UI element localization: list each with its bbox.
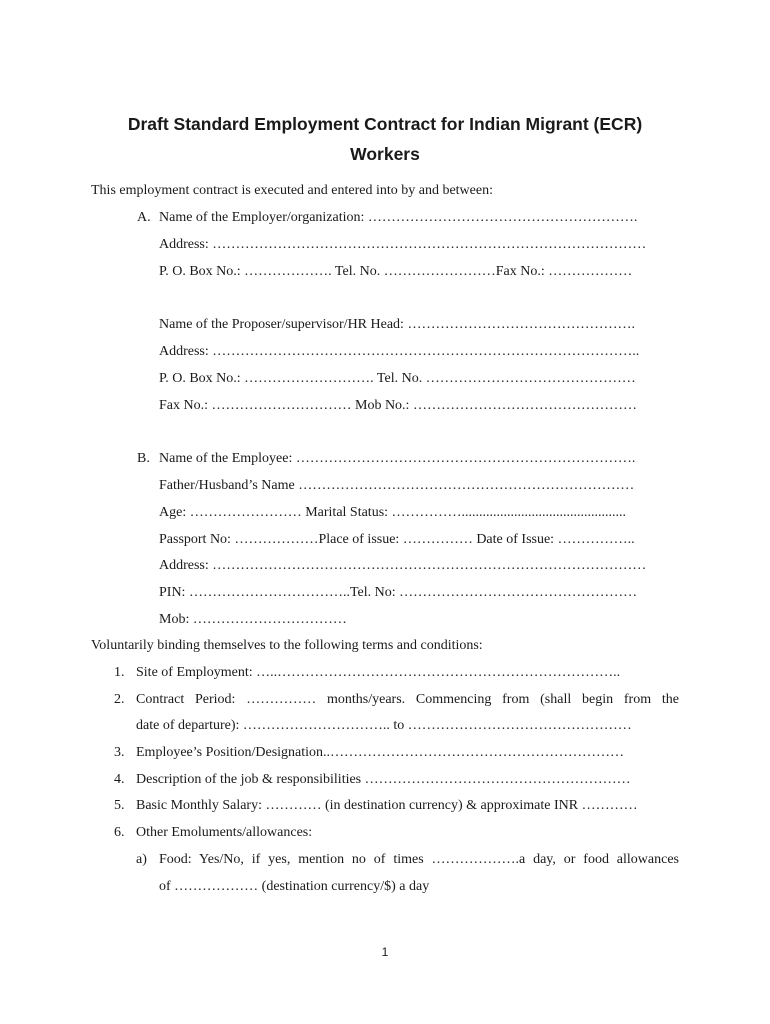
term-site-of-employment: Site of Employment: …..……………………………………………………………….. [136, 665, 621, 680]
term-other-emoluments: Other Emoluments/allowances: [136, 825, 313, 840]
sub-item-marker: a) [136, 852, 147, 867]
term-number: 4. [114, 772, 125, 787]
term-number: 2. [114, 692, 125, 707]
page-number: 1 [381, 945, 389, 959]
employee-mob-field: Mob: …………………………… [159, 612, 347, 627]
proposer-pobox-tel-field: P. O. Box No.: ………………………. Tel. No. ……………………………………… [159, 371, 636, 386]
employer-address-field: Address: ………………………………………………………………………………… [159, 237, 647, 252]
term-number: 1. [114, 665, 125, 680]
employee-father-husband-field: Father/Husband’s Name ……………………………………………………………… [159, 478, 635, 493]
document-title-line-1: Draft Standard Employment Contract for Indian Migrant (ECR) [127, 114, 643, 134]
employer-pobox-tel-fax-field: P. O. Box No.: ………………. Tel. No. ……………………Fax No.: ……………… [159, 264, 633, 279]
term-basic-salary: Basic Monthly Salary: ………… (in destination currency) & approximate INR ………… [136, 798, 638, 813]
proposer-fax-mob-field: Fax No.: ………………………… Mob No.: ………………………………………… [159, 398, 637, 413]
sub-item-food-continued: of ……………… (destination currency/$) a day [159, 879, 430, 894]
employee-name-field: Name of the Employee: ………………………………………………………………. [159, 451, 636, 466]
employee-passport-field: Passport No: ………………Place of issue: …………… Date of Issue: …………….. [159, 532, 635, 547]
term-job-description: Description of the job & responsibilities ………………………………………………… [136, 772, 631, 787]
term-position-designation: Employee’s Position/Designation..……………………………………………………… [136, 745, 625, 760]
proposer-address-field: Address: ……………………………………………………………………………….. [159, 344, 640, 359]
term-number: 3. [114, 745, 125, 760]
employer-name-field: Name of the Employer/organization: …………………………………………………. [159, 210, 638, 225]
document-title-line-2: Workers [350, 144, 420, 164]
employee-pin-tel-field: PIN: ……………………………..Tel. No: …………………………………………… [159, 585, 638, 600]
terms-intro-text: Voluntarily binding themselves to the following terms and conditions: [91, 638, 483, 653]
term-number: 5. [114, 798, 125, 813]
term-number: 6. [114, 825, 125, 840]
section-b-marker: B. [137, 451, 150, 466]
section-a-marker: A. [137, 210, 151, 225]
term-contract-period-continued: date of departure): ………………………….. to ………………………………………… [136, 718, 632, 733]
term-contract-period: Contract Period: …………… months/years. Commencing from (shall begin from the [136, 692, 679, 707]
employee-address-field: Address: ………………………………………………………………………………… [159, 558, 647, 573]
sub-item-food: Food: Yes/No, if yes, mention no of times ……………….a day, or food allowances [159, 852, 679, 867]
employee-age-marital-field: Age: …………………… Marital Status: ……………............................................... [159, 505, 627, 520]
proposer-name-field: Name of the Proposer/supervisor/HR Head: …………………………………………. [159, 317, 635, 332]
intro-text: This employment contract is executed and entered into by and between: [91, 183, 493, 198]
